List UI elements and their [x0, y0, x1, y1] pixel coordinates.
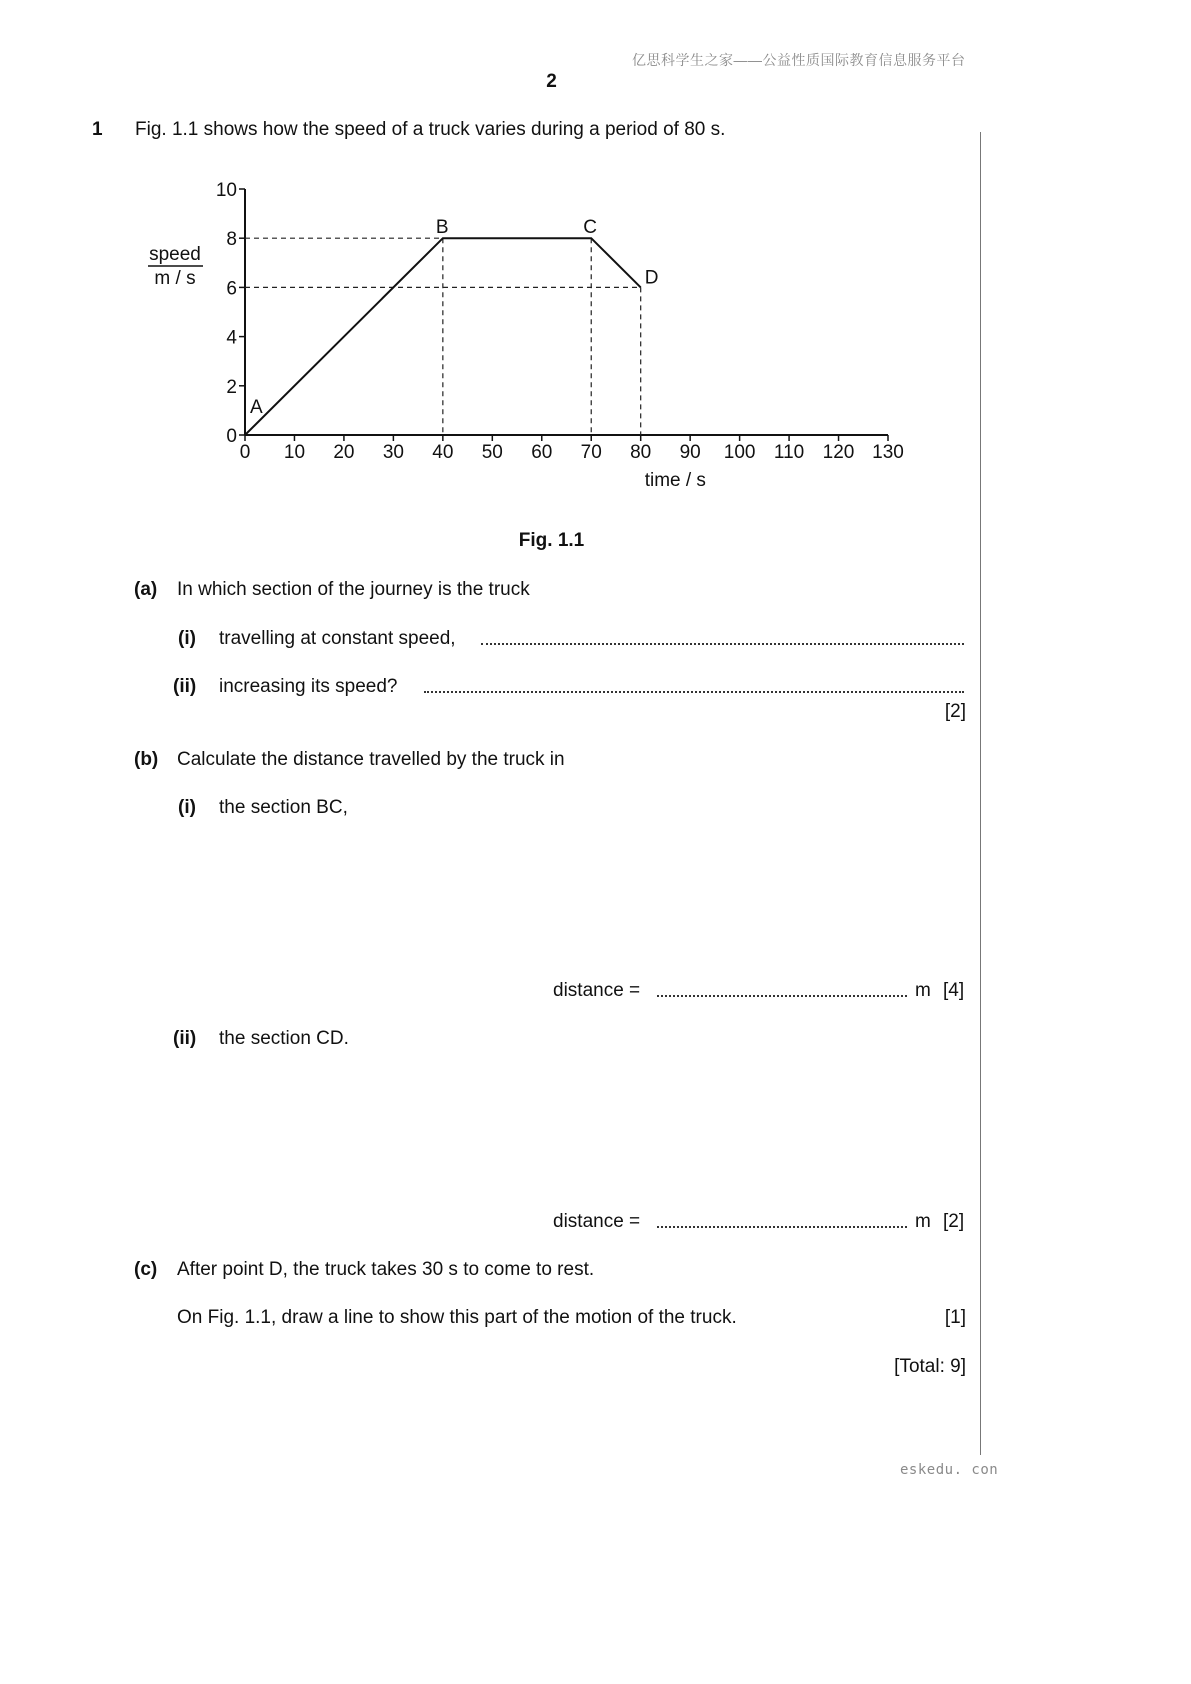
point-label-d: D	[644, 267, 659, 289]
part-a-ii-text: increasing its speed?	[219, 676, 398, 697]
x-tick-label: 40	[432, 442, 454, 463]
question-intro: Fig. 1.1 shows how the speed of a truck varies during a period of 80 s.	[135, 119, 726, 140]
point-label-c: C	[583, 217, 597, 239]
x-tick-label: 110	[773, 442, 805, 463]
part-b-i-answer-line[interactable]	[657, 995, 907, 997]
y-axis-label-top: speed	[149, 244, 201, 265]
part-b-label: (b)	[134, 749, 159, 770]
x-tick-label: 50	[481, 442, 503, 463]
x-tick-label: 20	[333, 442, 355, 463]
x-tick-label: 30	[382, 442, 404, 463]
part-b-i-label: (i)	[178, 797, 196, 818]
y-tick-label: 8	[226, 229, 237, 251]
part-a-i-label: (i)	[178, 628, 196, 649]
y-tick-label: 4	[226, 327, 237, 349]
x-tick-label: 80	[630, 442, 652, 463]
part-a-marks: [2]	[944, 701, 966, 722]
point-label-a: A	[250, 397, 263, 418]
x-tick-label: 130	[872, 442, 904, 463]
total-marks: [Total: 9]	[894, 1356, 966, 1377]
y-tick-label: 0	[226, 426, 237, 447]
part-b-ii-text: the section CD.	[219, 1028, 349, 1049]
part-b-ii-marks: [2]	[943, 1211, 965, 1232]
point-label-b: B	[435, 217, 449, 239]
x-tick-label: 0	[239, 442, 251, 463]
margin-rule	[980, 132, 981, 1455]
y-axis-label-bottom: m / s	[154, 268, 196, 289]
x-tick-label: 90	[679, 442, 701, 463]
part-b-stem: Calculate the distance travelled by the truck in	[177, 749, 565, 770]
part-a-stem: In which section of the journey is the truck	[177, 579, 530, 600]
part-b-i-marks: [4]	[943, 980, 965, 1001]
part-c-instruction: On Fig. 1.1, draw a line to show this part of the motion of the truck.	[177, 1307, 737, 1328]
figure-caption: Fig. 1.1	[518, 530, 585, 551]
y-tick-label: 10	[215, 180, 237, 201]
part-b-ii-unit: m	[915, 1211, 931, 1232]
header-watermark: 亿思科学生之家——公益性质国际教育信息服务平台	[632, 52, 966, 68]
part-b-i-unit: m	[915, 980, 931, 1001]
speed-time-graph	[130, 170, 930, 500]
part-b-i-answer-prefix: distance =	[553, 980, 641, 1001]
x-tick-label: 120	[822, 442, 855, 463]
part-a-label: (a)	[134, 579, 158, 600]
part-a-ii-answer-line[interactable]	[424, 691, 964, 693]
x-tick-label: 60	[531, 442, 553, 463]
part-a-i-answer-line[interactable]	[481, 643, 964, 645]
y-tick-label: 2	[226, 376, 237, 398]
x-tick-label: 70	[580, 442, 602, 463]
y-tick-label: 6	[226, 278, 237, 300]
page-number: 2	[546, 71, 557, 92]
part-c-label: (c)	[134, 1259, 158, 1280]
part-c-stem: After point D, the truck takes 30 s to come to rest.	[177, 1259, 595, 1280]
part-a-i-text: travelling at constant speed,	[219, 628, 456, 649]
x-tick-label: 100	[723, 442, 756, 463]
question-number: 1	[92, 119, 103, 140]
part-b-ii-label: (ii)	[173, 1028, 197, 1049]
part-c-marks: [1]	[944, 1307, 966, 1328]
footer-watermark: eskedu. con	[900, 1462, 999, 1478]
part-b-i-text: the section BC,	[219, 797, 348, 818]
x-axis-label: time / s	[644, 470, 706, 491]
part-b-ii-answer-line[interactable]	[657, 1226, 907, 1228]
part-a-ii-label: (ii)	[173, 676, 197, 697]
part-b-ii-answer-prefix: distance =	[553, 1211, 641, 1232]
x-tick-label: 10	[283, 442, 306, 463]
